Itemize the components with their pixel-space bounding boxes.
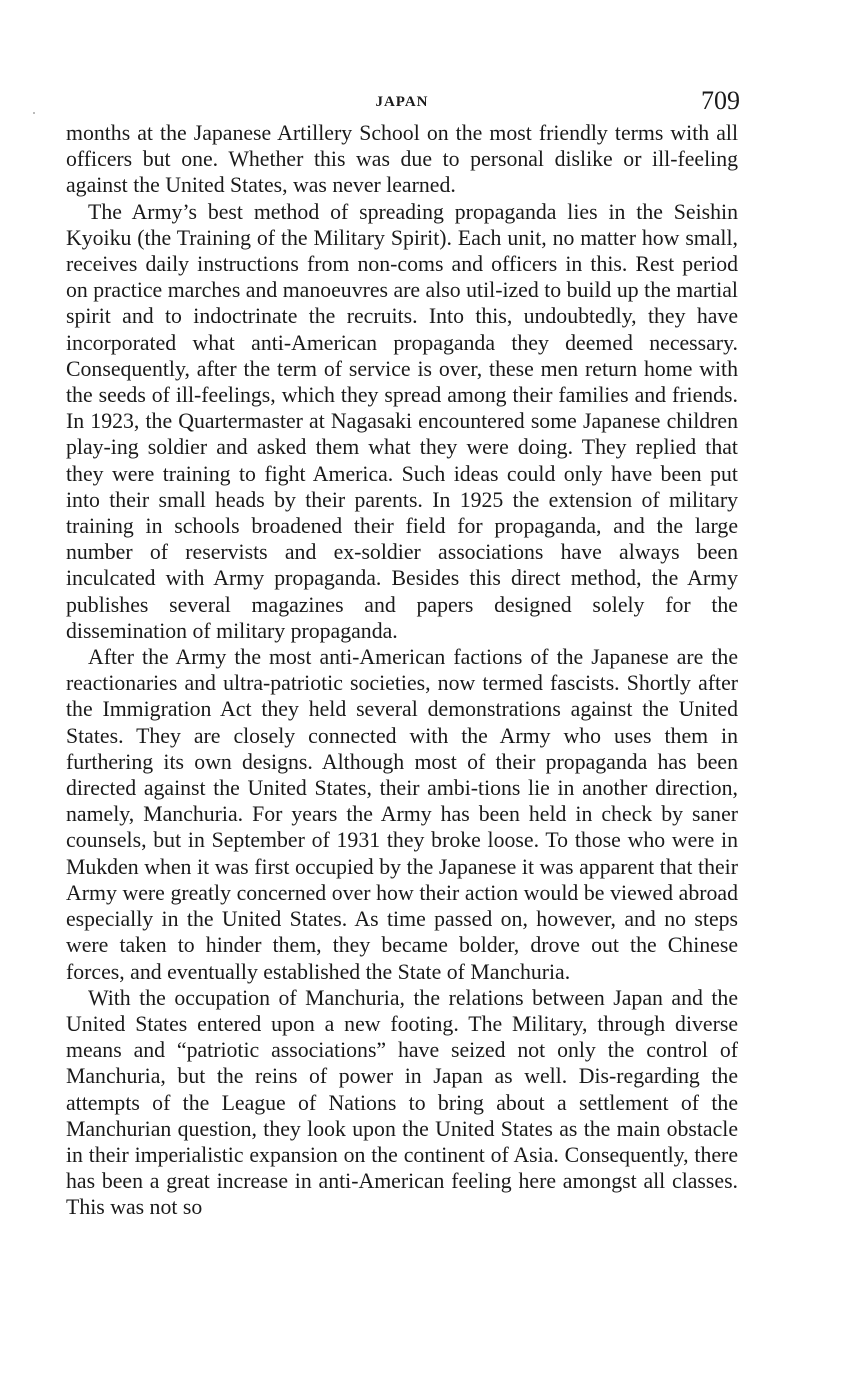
page-number: 709 <box>701 86 740 115</box>
body-text <box>66 120 738 1221</box>
paragraph-seishin-kyoiku: The Army’s best method of spreading propaganda lies in the Seishin Kyoiku (the Training of the Military Spirit). Each unit, no matter how small, receives daily instructions from non-coms and officers in this. Rest period on practice marches and manoeuvres are also util-ized to build up the martial spirit and to indoctrinate the recruits. Into this, undoubtedly, they have incorporated what anti-American propaganda they deemed necessary. Consequently, after the term of service is over, these men return home with the seeds of ill-feelings, which they spread among their families and friends. In 1923, the Quartermaster at Nagasaki encountered some Japanese children play-ing soldier and asked them what they were doing. They replied that they were training to fight America. Such ideas could only have been put into their small heads by their parents. In 1925 the extension of military training in schools broadened their field for propaganda, and the large number of reservists and ex-soldier associations have always been inculcated with Army propaganda. Besides this direct method, the Army publishes several magazines and papers designed solely for the dissemination of military propaganda. <box>66 199 738 643</box>
running-head <box>66 86 738 120</box>
paragraph-continued: months at the Japanese Artillery School on the most friendly terms with all officers but one. Whether this was due to personal dislike or ill-feeling against the United States, was never learned. <box>66 121 738 198</box>
book-page <box>66 86 738 1221</box>
running-title: JAPAN <box>375 94 429 110</box>
paragraph-fascist-societies: After the Army the most anti-American factions of the Japanese are the reactionaries and ultra-patriotic societies, now termed fascists. Shortly after the Immigration Act they held several demonstrations against the United States. They are closely connected with the Army who uses them in furthering its own designs. Although most of their propaganda has been directed against the United States, their ambi-tions lie in another direction, namely, Manchuria. For years the Army has been held in check by saner counsels, but in September of 1931 they broke loose. To those who were in Mukden when it was first occupied by the Japanese it was apparent that their Army were greatly concerned over how their action would be viewed abroad especially in the United States. As time passed on, however, and no steps were taken to hinder them, they became bolder, drove out the Chinese forces, and eventually established the State of Manchuria. <box>66 645 738 984</box>
paragraph-manchuria-occupation: With the occupation of Manchuria, the relations between Japan and the United States entered upon a new footing. The Military, through diverse means and “patriotic associations” have seized not only the control of Manchuria, but the reins of power in Japan as well. Dis-regarding the attempts of the League of Nations to bring about a settlement of the Manchurian question, they look upon the United States as the main obstacle in their imperialistic expansion on the continent of Asia. Consequently, there has been a great increase in anti-American feeling here amongst all classes. This was not so <box>66 985 738 1220</box>
scan-speck <box>33 112 35 114</box>
